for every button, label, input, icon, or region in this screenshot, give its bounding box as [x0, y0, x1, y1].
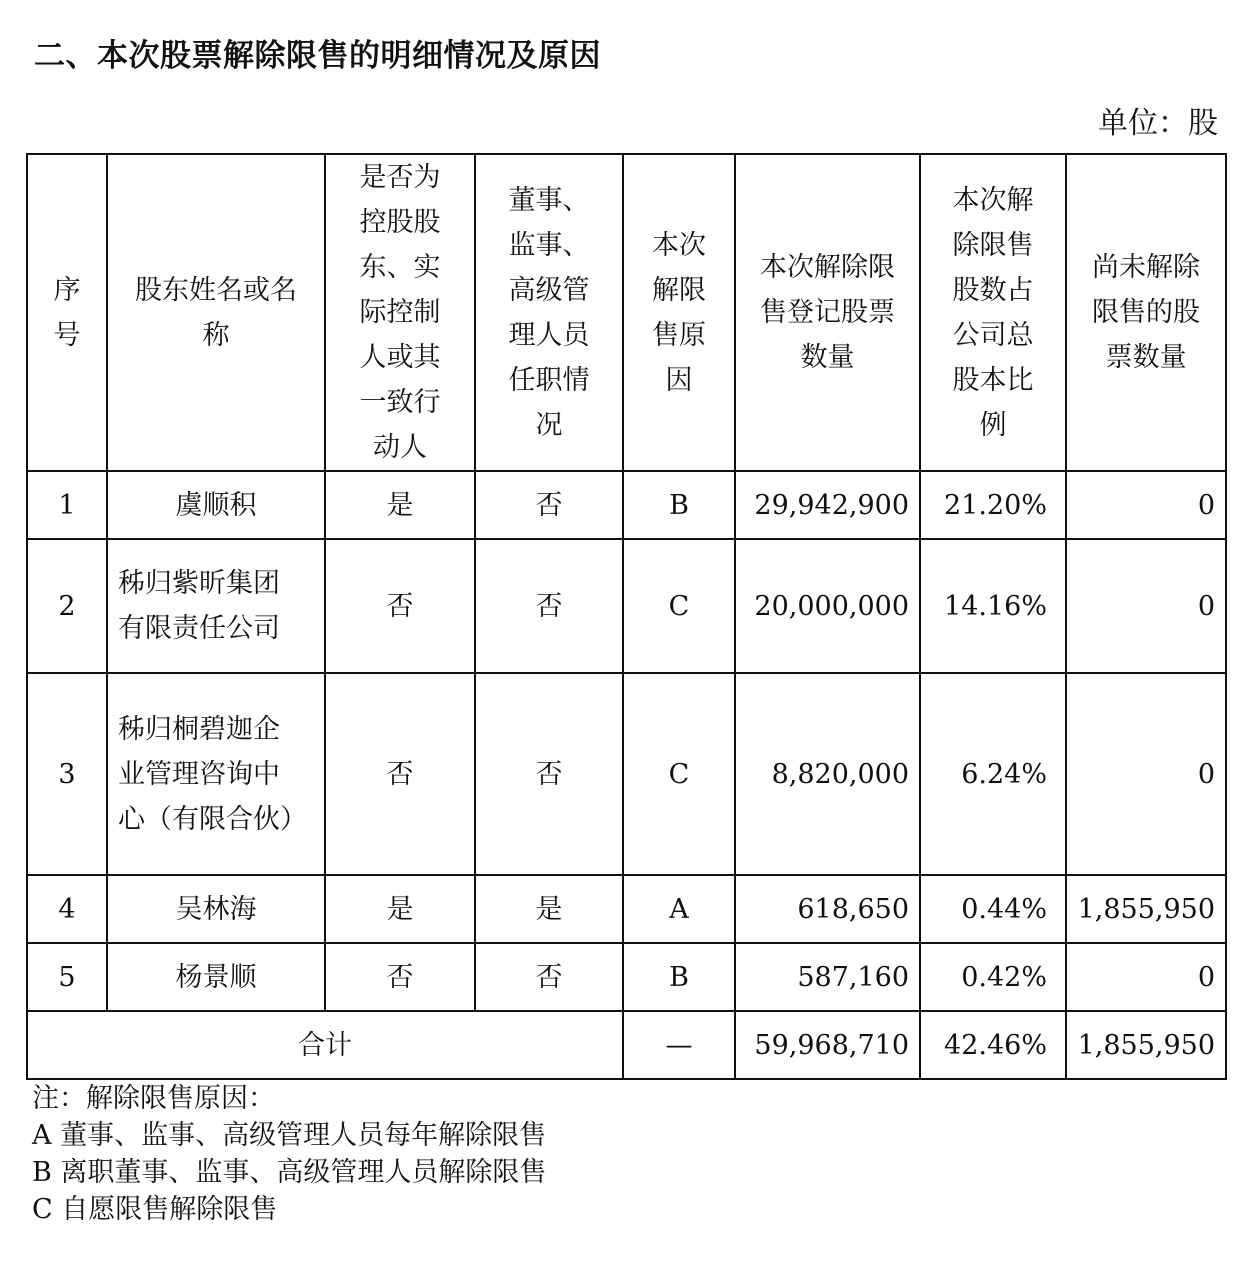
total-reason: —: [623, 1011, 735, 1079]
header-seq: [27, 154, 107, 471]
header-remaining-text: 尚未解除: [1092, 252, 1200, 283]
header-officer-role-text: 况: [535, 409, 563, 441]
total-unlock-shares: 59,968,710: [735, 1011, 920, 1079]
cell-holder-name: 虞顺积: [107, 471, 325, 539]
holder-name-line: 有限责任公司: [118, 613, 280, 644]
header-ratio-text: 除限售: [952, 229, 1034, 261]
cell-is-controller: 是: [325, 875, 475, 943]
cell-ratio: 0.42%: [920, 943, 1066, 1011]
total-row: [27, 1011, 1226, 1079]
header-seq-text: 序: [53, 274, 81, 306]
header-row: [27, 154, 1226, 471]
cell-unlock-shares: 8,820,000: [735, 673, 920, 875]
header-remaining-text: 票数量: [1105, 342, 1187, 373]
cell-unlock-shares: 618,650: [735, 875, 920, 943]
table-row: [27, 539, 1226, 673]
note-item-c: C 自愿限售解除限售: [32, 1194, 278, 1225]
cell-ratio: 14.16%: [920, 539, 1066, 673]
cell-is-controller: 否: [325, 673, 475, 875]
header-is-controller-text: 一致行: [359, 387, 441, 418]
table-row: [27, 673, 1226, 875]
header-reason-text: 售原: [652, 319, 706, 351]
cell-holder-name: [107, 673, 325, 875]
header-is-controller-text: 人或其: [359, 342, 441, 373]
unlock-shares-table: [26, 153, 1227, 1080]
header-unlock-shares: [735, 154, 920, 471]
header-ratio: [920, 154, 1066, 471]
cell-remaining: 0: [1066, 673, 1226, 875]
cell-unlock-shares: 587,160: [735, 943, 920, 1011]
cell-remaining: 0: [1066, 471, 1226, 539]
header-ratio-text: 公司总: [952, 319, 1034, 351]
notes-title: 注：解除限售原因：: [32, 1083, 275, 1114]
header-is-controller-text: 东、实: [359, 252, 441, 283]
header-unlock-shares-text: 数量: [800, 342, 855, 373]
total-label: 合计: [27, 1011, 623, 1079]
note-item-a: A 董事、监事、高级管理人员每年解除限售: [32, 1120, 547, 1151]
cell-seq: 4: [27, 875, 107, 943]
cell-remaining: 0: [1066, 539, 1226, 673]
cell-holder-name: [107, 539, 325, 673]
header-unlock-shares-text: 本次解除限: [760, 252, 895, 283]
header-holder-name: [107, 154, 325, 471]
cell-officer-role: 否: [475, 539, 623, 673]
header-officer-role-text: 理人员: [508, 319, 590, 351]
table-row: [27, 943, 1226, 1011]
cell-ratio: 6.24%: [920, 673, 1066, 875]
header-ratio-text: 股数占: [952, 274, 1034, 306]
header-is-controller-text: 际控制: [359, 297, 441, 328]
total-remaining: 1,855,950: [1066, 1011, 1226, 1079]
cell-officer-role: 否: [475, 471, 623, 539]
header-is-controller-text: 控股股: [359, 207, 441, 238]
cell-officer-role: 否: [475, 943, 623, 1011]
cell-remaining: 1,855,950: [1066, 875, 1226, 943]
header-ratio-text: 例: [979, 409, 1007, 441]
header-reason-text: 本次: [652, 229, 706, 261]
cell-reason: B: [623, 471, 735, 539]
cell-remaining: 0: [1066, 943, 1226, 1011]
total-ratio: 42.46%: [920, 1011, 1066, 1079]
holder-name-line: 心（有限合伙）: [118, 803, 307, 835]
header-reason-text: 解限: [652, 274, 706, 306]
cell-holder-name: 吴林海: [107, 875, 325, 943]
header-officer-role-text: 董事、: [508, 184, 590, 216]
cell-officer-role: 是: [475, 875, 623, 943]
header-officer-role-text: 监事、: [508, 229, 590, 261]
header-unlock-shares-text: 售登记股票: [760, 297, 895, 328]
holder-name-line: 秭归紫昕集团: [118, 568, 280, 599]
cell-ratio: 0.44%: [920, 875, 1066, 943]
header-seq-text: 号: [53, 319, 81, 351]
cell-is-controller: 否: [325, 943, 475, 1011]
cell-unlock-shares: 20,000,000: [735, 539, 920, 673]
holder-name-line: 业管理咨询中: [118, 758, 280, 790]
notes-block: [32, 1080, 546, 1228]
header-ratio-text: 本次解: [952, 184, 1034, 216]
header-holder-name-text: 股东姓名或名: [135, 274, 297, 306]
header-officer-role-text: 任职情: [508, 364, 590, 396]
cell-seq: 5: [27, 943, 107, 1011]
cell-is-controller: 是: [325, 471, 475, 539]
cell-seq: 1: [27, 471, 107, 539]
cell-reason: B: [623, 943, 735, 1011]
header-ratio-text: 股本比: [952, 364, 1034, 396]
cell-seq: 3: [27, 673, 107, 875]
header-officer-role: [475, 154, 623, 471]
header-remaining: [1066, 154, 1226, 471]
header-remaining-text: 限售的股: [1092, 297, 1200, 328]
header-reason-text: 因: [665, 364, 693, 396]
header-holder-name-text: 称: [202, 319, 230, 351]
table-row: [27, 875, 1226, 943]
cell-officer-role: 否: [475, 673, 623, 875]
table-row: [27, 471, 1226, 539]
cell-reason: C: [623, 539, 735, 673]
cell-unlock-shares: 29,942,900: [735, 471, 920, 539]
unit-label: 单位：股: [1098, 106, 1218, 141]
header-officer-role-text: 高级管: [508, 274, 590, 306]
header-is-controller-text: 动人: [373, 432, 427, 463]
cell-seq: 2: [27, 539, 107, 673]
cell-is-controller: 否: [325, 539, 475, 673]
header-is-controller-text: 是否为: [359, 162, 441, 193]
cell-reason: A: [623, 875, 735, 943]
cell-reason: C: [623, 673, 735, 875]
note-item-b: B 离职董事、监事、高级管理人员解除限售: [32, 1157, 547, 1188]
cell-ratio: 21.20%: [920, 471, 1066, 539]
cell-holder-name: 杨景顺: [107, 943, 325, 1011]
header-is-controller: [325, 154, 475, 471]
header-reason: [623, 154, 735, 471]
section-heading: 二、本次股票解除限售的明细情况及原因: [34, 38, 601, 74]
holder-name-line: 秭归桐碧迦企: [118, 713, 280, 745]
